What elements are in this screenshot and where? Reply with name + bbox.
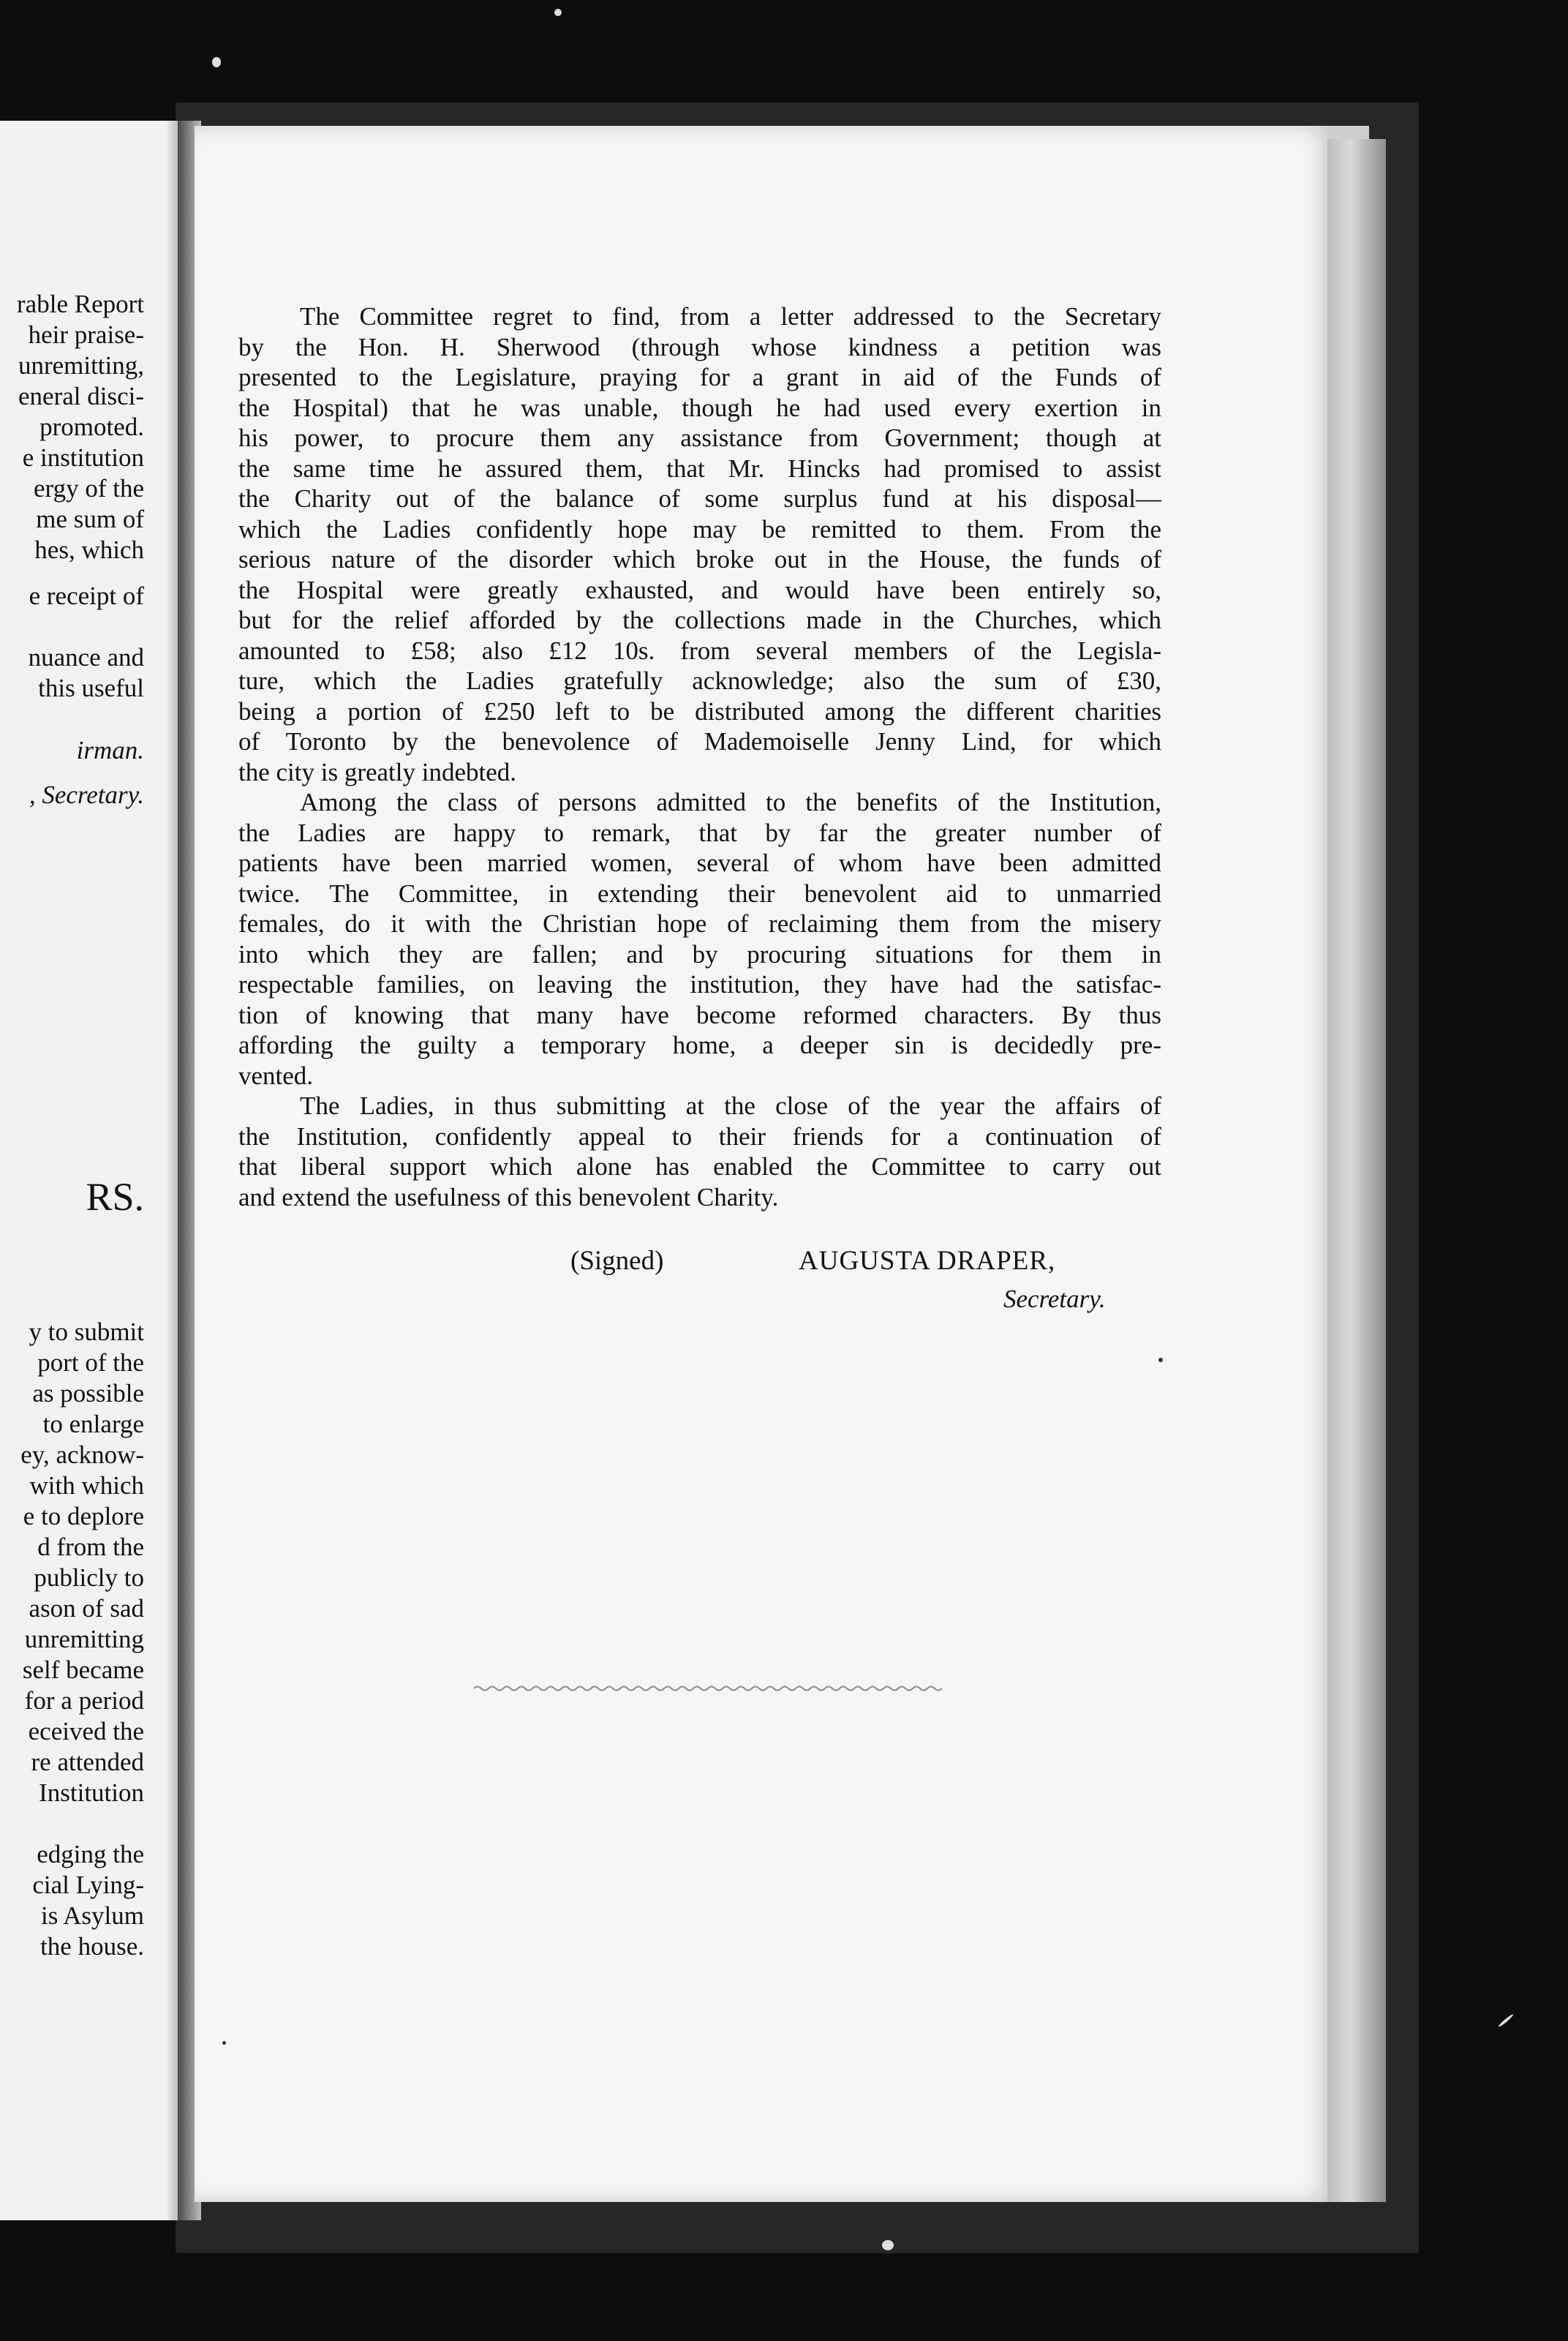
scan-speck: [882, 2240, 894, 2250]
text-line: serious nature of the disorder which broke out in the House, the funds of: [238, 545, 1161, 574]
text-line: by the Hon. H. Sherwood (through whose kindness a petition was: [238, 332, 1161, 361]
left-page-line: re attended: [31, 1748, 144, 1776]
left-page-line: promoted.: [39, 413, 144, 441]
text-line: twice. The Committee, in extending their benevolent aid to unmarried: [238, 879, 1161, 908]
left-page-line: , Secretary.: [29, 781, 144, 809]
left-page-line: ason of sad: [29, 1594, 144, 1623]
left-page-line: e to deplore: [23, 1502, 144, 1530]
text-line: presented to the Legislature, praying for a grant in aid of the Funds of: [238, 363, 1161, 391]
text-line: of Toronto by the benevolence of Mademoiselle Jenny Lind, for which: [238, 727, 1161, 756]
left-page-line: ergy of the: [34, 474, 144, 503]
scan-speck: [1498, 2013, 1514, 2028]
text-line: but for the relief afforded by the collections made in the Churches, which: [238, 606, 1161, 634]
scan-speck: [212, 57, 221, 67]
left-page-line: unremitting,: [18, 351, 144, 380]
report-text-body: [238, 301, 1161, 1212]
left-page-line: the house.: [40, 1932, 144, 1961]
text-line: the city is greatly indebted.: [238, 757, 517, 786]
left-facing-page: [0, 121, 186, 2220]
left-page-line: to enlarge: [42, 1410, 144, 1438]
left-page-line: port of the: [37, 1348, 144, 1377]
left-page-line: cial Lying-: [32, 1871, 144, 1899]
text-line: females, do it with the Christian hope of reclaiming them from the misery: [238, 909, 1161, 938]
decorative-rule: [474, 1683, 942, 1694]
text-line: and extend the usefulness of this benevolent Charity.: [238, 1182, 779, 1211]
text-line: the Charity out of the balance of some surplus fund at his disposal—: [238, 484, 1161, 513]
left-page-line: publicly to: [34, 1563, 144, 1592]
text-line: tion of knowing that many have become reformed characters. By thus: [238, 1000, 1161, 1029]
left-page-line: rable Report: [17, 290, 144, 318]
text-line: the same time he assured them, that Mr. Hincks had promised to assist: [238, 454, 1161, 483]
left-page-line: heir praise-: [28, 320, 144, 349]
left-page-line: eceived the: [28, 1717, 144, 1746]
text-line: amounted to £58; also £12 10s. from several members of the Legisla-: [238, 636, 1161, 665]
scan-speck: [554, 9, 562, 16]
scan-speck: [222, 2041, 226, 2045]
left-page-line: is Asylum: [40, 1901, 144, 1930]
left-page-line: eneral disci-: [18, 382, 144, 410]
text-line: into which they are fallen; and by procuring situations for them in: [238, 939, 1161, 969]
text-line: Among the class of persons admitted to the benefits of the Institution,: [300, 788, 1161, 816]
signature-block: [570, 1245, 1192, 1282]
text-line: The Committee regret to find, from a letter addressed to the Secretary: [300, 302, 1161, 331]
text-line: being a portion of £250 left to be distributed among the different charities: [238, 696, 1161, 726]
text-line: the Institution, confidently appeal to their friends for a continuation of: [238, 1121, 1161, 1151]
signer-title: Secretary.: [1003, 1285, 1106, 1313]
text-line: the Ladies are happy to remark, that by far the greater number of: [238, 818, 1161, 847]
text-line: the Hospital) that he was unable, though he had used every exertion in: [238, 393, 1161, 422]
report-paragraph: [238, 301, 1161, 787]
text-line: vented.: [238, 1061, 314, 1090]
text-line: ture, which the Ladies gratefully acknowledge; also the sum of £30,: [238, 666, 1161, 695]
report-paragraph: [238, 1091, 1161, 1212]
text-line: which the Ladies confidently hope may be remitted to them. From the: [238, 514, 1161, 544]
text-line: The Ladies, in thus submitting at the close of the year the affairs of: [300, 1091, 1161, 1120]
left-page-line: Institution: [39, 1778, 144, 1807]
left-page-line: y to submit: [29, 1318, 144, 1346]
text-line: respectable families, on leaving the institution, they have had the satisfac-: [238, 970, 1161, 999]
signed-label: (Signed): [570, 1246, 664, 1276]
text-line: patients have been married women, several of whom have been admitted: [238, 849, 1161, 877]
left-page-line: e institution: [22, 443, 144, 472]
left-page-line: ey, acknow-: [20, 1440, 144, 1469]
left-page-line: d from the: [37, 1533, 144, 1561]
left-page-line: edging the: [37, 1840, 144, 1868]
left-page-line: for a period: [24, 1686, 144, 1715]
report-paragraph: [238, 787, 1161, 1091]
page-edge-stack: [1327, 139, 1386, 2202]
left-page-line: as possible: [32, 1379, 144, 1408]
text-line: his power, to procure them any assistance from Government; though at: [238, 424, 1161, 452]
left-page-line: this useful: [38, 674, 144, 702]
scan-speck: [1158, 1358, 1163, 1362]
signer-name: AUGUSTA DRAPER,: [799, 1246, 1056, 1276]
left-page-line: with which: [29, 1471, 144, 1500]
left-page-line: me sum of: [36, 505, 144, 533]
text-line: affording the guilty a temporary home, a deeper sin is decidedly pre-: [238, 1031, 1161, 1059]
left-page-line: hes, which: [34, 536, 144, 564]
text-line: the Hospital were greatly exhausted, and would have been entirely so,: [238, 575, 1161, 604]
text-line: that liberal support which alone has enabled the Committee to carry out: [238, 1152, 1161, 1181]
left-page-line: irman.: [76, 736, 144, 764]
left-page-line: RS.: [86, 1175, 144, 1219]
left-page-line: self became: [22, 1656, 144, 1684]
left-page-line: unremitting: [24, 1625, 144, 1653]
left-page-line: nuance and: [28, 643, 144, 672]
left-page-line: e receipt of: [29, 582, 144, 610]
